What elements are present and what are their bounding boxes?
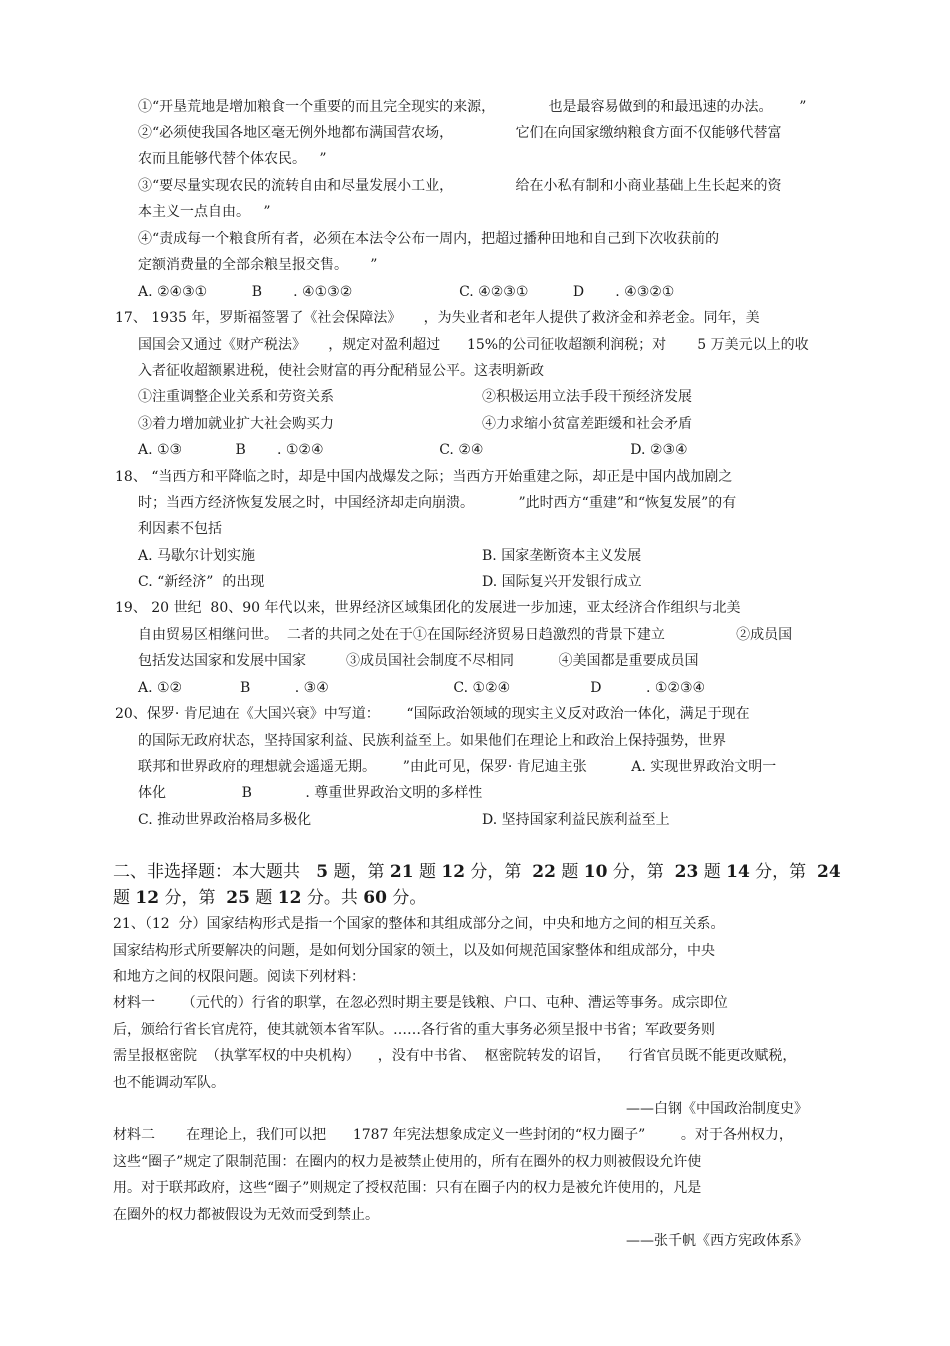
q21-material-2-line-3: 用。对于联邦政府，这些“圈子”则规定了授权范围：只有在圈子内的权力是被允许使用的，凡是 [113, 1180, 702, 1196]
q21-material-1-line-3: 需呈报枢密院 （执掌军权的中央机构） ，没有中书省、 枢密院转发的诏旨， 行省官员既不能更改赋税， [113, 1048, 797, 1064]
q20-stem-3: 联邦和世界政府的理想就会遥遥无期。 ”由此可见，保罗· 肯尼迪主张 A. 实现世界政治文明一 [138, 759, 777, 775]
q17-options: A. ①③ B . ①②④ C. ②④ D. ②③④ [138, 442, 688, 458]
q16-item-2-cont: 农而且能够代替个体农民。 ” [138, 151, 327, 167]
q21-material-1-line-1: 材料一 （元代的）行省的职掌，在忽必烈时期主要是钱粮、户口、屯种、漕运等事务。成宗即位 [113, 995, 728, 1011]
q19-options: A. ①② B . ③④ C. ①②④ D . ①②③④ [138, 680, 706, 696]
q20-option-d: D. 坚持国家利益民族利益至上 [482, 812, 670, 828]
q18-option-d: D. 国际复兴开发银行成立 [482, 574, 642, 590]
q16-item-2: ②“必须使我国各地区毫无例外地都布满国营农场， 它们在向国家缴纳粮食方面不仅能够代替富 [138, 125, 782, 141]
q21-material-1-line-4: 也不能调动军队。 [113, 1075, 225, 1091]
q18-stem-2: 时；当西方经济恢复发展之时，中国经济却走向崩溃。 ”此时西方“重建”和“恢复发展”的有 [138, 495, 737, 511]
q21-material-2-line-1: 材料二 在理论上，我们可以把 1787 年宪法想象成定义一些封闭的“权力圈子” 。对于各州权力， [113, 1127, 793, 1143]
q20-stem-4: 体化 B . 尊重世界政治文明的多样性 [138, 785, 483, 801]
q18-stem-1: 18、 “当西方和平降临之时，却是中国内战爆发之际；当西方开始重建之际，却正是中国内战加剧之 [115, 469, 733, 485]
q18-option-c: C. “新经济” 的出现 [138, 574, 265, 590]
section-2-heading-cont: 题 12 分，第 25 题 12 分。共 60 分。 [113, 888, 427, 908]
q16-options: A. ②④③① B . ④①③② C. ④②③① D . ④③②① [138, 284, 675, 300]
q21-stem-3: 和地方之间的权限问题。阅读下列材料： [113, 969, 365, 985]
q19-stem-2: 自由贸易区相继问世。 二者的共同之处在于①在国际经济贸易日趋激烈的背景下建立 ②成员国 [138, 627, 793, 643]
q17-stem-3: 入者征收超额累进税，使社会财富的再分配稍显公平。这表明新政 [138, 363, 544, 379]
q18-option-a: A. 马歇尔计划实施 [138, 548, 256, 564]
q17-stem-1: 17、 1935 年，罗斯福签署了《社会保障法》 ，为失业者和老年人提供了救济金和养老金。同年，美 [115, 310, 760, 326]
q19-stem-3: 包括发达国家和发展中国家 ③成员国社会制度不尽相同 ④美国都是重要成员国 [138, 653, 699, 669]
q21-material-2-source: ——张千帆《西方宪政体系》 [626, 1233, 808, 1249]
q19-stem-1: 19、 20 世纪 80、90 年代以来，世界经济区域集团化的发展进一步加速，亚太经济合作组织与北美 [115, 600, 741, 616]
q16-item-4: ④“责成每一个粮食所有者，必须在本法令公布一周内，把超过播种田地和自己到下次收获前的 [138, 231, 720, 247]
q21-stem-1: 21、（12 分）国家结构形式是指一个国家的整体和其组成部分之间，中央和地方之间的相互关系。 [113, 916, 725, 932]
q17-option-2: ②积极运用立法手段干预经济发展 [482, 389, 692, 405]
section-2-heading: 二、非选择题：本大题共 5 题，第 21 题 12 分，第 22 题 10 分，第 23 题 14 分，第 24 [113, 862, 841, 882]
q20-option-c: C. 推动世界政治格局多极化 [138, 812, 312, 828]
q18-stem-3: 利因素不包括 [138, 521, 222, 537]
q18-option-b: B. 国家垄断资本主义发展 [482, 548, 642, 564]
q16-item-3: ③“要尽量实现农民的流转自由和尽量发展小工业， 给在小私有制和小商业基础上生长起来的资 [138, 178, 782, 194]
q17-option-1: ①注重调整企业关系和劳资关系 [138, 389, 334, 405]
q21-material-1-source: ——白钢《中国政治制度史》 [626, 1101, 808, 1117]
q21-material-2-line-4: 在圈外的权力都被假设为无效而受到禁止。 [113, 1207, 379, 1223]
q20-stem-1: 20、保罗· 肯尼迪在《大国兴衰》中写道： “国际政治领域的现实主义反对政治一体化，满足于现在 [115, 706, 750, 722]
q21-stem-2: 国家结构形式所要解决的问题，是如何划分国家的领土，以及如何规范国家整体和组成部分，中央 [113, 943, 715, 959]
q17-option-3: ③着力增加就业扩大社会购买力 [138, 416, 334, 432]
q21-material-2-line-2: 这些“圈子”规定了限制范围：在圈内的权力是被禁止使用的，所有在圈外的权力则被假设允许使 [113, 1154, 702, 1170]
q17-stem-2: 国国会又通过《财产税法》 ，规定对盈利超过 15%的公司征收超额利润税；对 5 万美元以上的收 [138, 337, 809, 353]
q17-option-4: ④力求缩小贫富差距缓和社会矛盾 [482, 416, 692, 432]
q16-item-4-cont: 定额消费量的全部余粮呈报交售。 ” [138, 257, 378, 273]
q16-item-3-cont: 本主义一点自由。 ” [138, 204, 271, 220]
q16-item-1: ①“开垦荒地是增加粮食一个重要的而且完全现实的来源， 也是最容易做到的和最迅速的办法。 ” [138, 99, 807, 115]
q20-stem-2: 的国际无政府状态，坚持国家利益、民族利益至上。如果他们在理论上和政治上保持强势，世界 [138, 733, 726, 749]
q21-material-1-line-2: 后，颁给行省长官虎符，使其就领本省军队。……各行省的重大事务必须呈报中书省；军政要务则 [113, 1022, 715, 1038]
